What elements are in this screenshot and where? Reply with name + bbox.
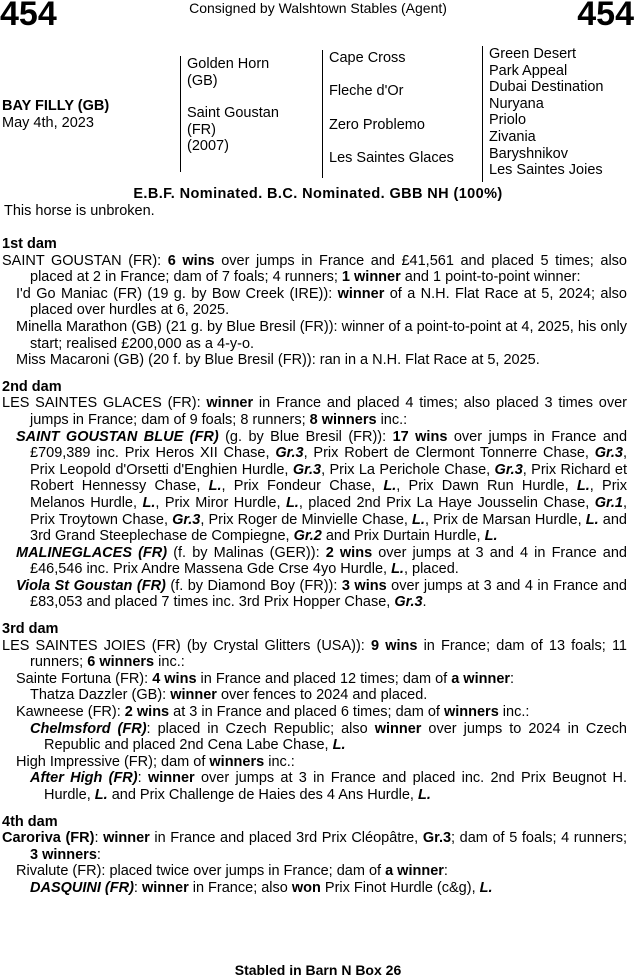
listed: L. [391, 561, 404, 578]
great-grandparent-5: Priolo [489, 112, 527, 129]
text: , Prix Fondeur Chase, [221, 478, 384, 495]
first-dam-heading: 1st dam [2, 236, 57, 252]
wins: 3 wins [341, 577, 387, 594]
text: (g. by Blue Bresil (FR)): [218, 428, 393, 445]
winner: winner [103, 830, 150, 847]
grade: Gr.3 [292, 461, 322, 478]
produce-item-viola [16, 578, 627, 611]
listed: L. [418, 787, 431, 803]
winner: winner [374, 720, 422, 737]
stabling-info: Stabled in Barn N Box 26 [234, 962, 402, 978]
won: won [291, 879, 321, 896]
sire-line-2: (GB) [187, 72, 218, 89]
listed: L. [142, 494, 156, 511]
listed: L. [332, 737, 346, 754]
text: Kawneese (FR): [16, 704, 125, 721]
text: in France; also [188, 879, 292, 896]
text: ; dam of 5 foals; 4 runners; [451, 830, 627, 847]
produce-item-thatza-dazzler [30, 687, 627, 704]
text: and Prix Durtain Hurdle, [321, 528, 485, 545]
horse-description: BAY FILLY (GB) [2, 98, 110, 114]
text: , Prix Miror Hurdle, [155, 494, 286, 511]
text: Thatza Dazzler (GB): [30, 687, 171, 704]
produce-item [16, 286, 627, 319]
grandparent-3: Zero Problemo [329, 116, 425, 133]
first-dam-text-2: and 1 point-to-point winner: [400, 269, 581, 286]
listed: L. [383, 478, 397, 495]
pedigree-great-grandparents [482, 46, 636, 182]
horse-name: Caroriva (FR) [2, 830, 95, 847]
produce-text: of a N.H. Flat Race at 5, 2024; also placed over hurdles at 6, 2025. [30, 285, 627, 319]
pedigree-grandparents [322, 50, 479, 178]
grandparent-2: Fleche d'Or [329, 83, 404, 100]
great-grandparent-6: Zivania [489, 128, 536, 145]
produce-text: Minella Marathon (GB) (21 g. by Blue Bresil (FR)): winner of a point-to-point at 4, 2025, his only start; realised £200,000 as a 4-y-o. [16, 318, 627, 352]
sire-line-1: Golden Horn [187, 56, 270, 72]
text: , placed. [403, 561, 459, 578]
listed: L. [479, 879, 493, 896]
lot-number-right: 454 [577, 0, 634, 33]
second-dam-name: LES SAINTES GLACES (FR): [2, 395, 207, 412]
great-grandparent-8: Les Saintes Joies [489, 162, 603, 179]
listed: L. [285, 494, 299, 511]
produce-item [16, 352, 627, 369]
first-dam-paragraph [2, 253, 627, 286]
horse-name: Chelmsford (FR) [30, 720, 147, 737]
lot-number-left: 454 [0, 0, 57, 33]
winner: a winner [451, 670, 511, 687]
second-dam-text-2: inc.: [376, 411, 408, 428]
wins: 17 wins [392, 428, 448, 445]
produce-win: winner [337, 285, 385, 302]
text: over fences to 2024 and placed. [216, 687, 428, 704]
text: in France and placed 12 times; dam of [196, 670, 452, 687]
text: and 3rd Grand Steeplechase de Compiegne, [30, 511, 627, 545]
produce-text: Miss Macaroni (GB) (20 f. by Blue Bresil (FR)): ran in a N.H. Flat Race at 5, 2025. [16, 352, 540, 369]
grandparent-4: Les Saintes Glaces [329, 149, 454, 166]
second-dam-text-1: in France and placed 4 times; also placed 3 times over jumps in France; dam of 9 foals; 8 runners; [30, 395, 627, 428]
text: : [510, 670, 515, 687]
great-grandparent-3: Dubai Destination [489, 79, 604, 96]
grade: Gr.3 [394, 594, 423, 611]
text: inc.: [498, 704, 530, 721]
text: : [94, 830, 104, 847]
text: over jumps in France and £709,389 inc. Prix Heros XII Chase, [30, 428, 628, 462]
text: , Prix La Perichole Chase, [321, 461, 495, 478]
winners: winners [209, 753, 265, 770]
produce-item-sainte-fortuna [16, 671, 627, 688]
great-grandparent-2: Park Appeal [489, 62, 568, 79]
first-dam-text-1: over jumps in France and £41,561 and placed 5 times; also placed at 2 in France; dam of 7 foals; 4 runners; [30, 252, 627, 286]
text: over jumps to 2024 in Czech Republic and placed 2nd Cena Labe Chase, [44, 720, 627, 754]
text: . [422, 594, 427, 611]
great-grandparent-7: Baryshnikov [489, 145, 568, 162]
status-note: This horse is unbroken. [4, 203, 155, 219]
winner: winner [170, 687, 217, 704]
text: in France and placed 3rd Prix Cléopâtre, [149, 830, 423, 847]
winners: 3 winners [30, 846, 97, 863]
winner: a winner [385, 863, 444, 880]
fourth-dam-heading: 4th dam [2, 813, 58, 830]
text: (f. by Malinas (GER)): [167, 544, 326, 561]
wins: 4 wins [152, 670, 197, 687]
produce-item-after-high [30, 770, 627, 803]
grade: Gr.3 [172, 511, 201, 528]
dam-line-1: Saint Goustan [187, 105, 279, 122]
catalogue-body [2, 236, 627, 897]
nominations-line: E.B.F. Nominated. B.C. Nominated. GBB NH (100%) [133, 186, 503, 202]
produce-item-saint-goustan-blue [16, 429, 627, 545]
produce-item-rivalute [16, 863, 627, 880]
text: : [443, 863, 448, 880]
foaling-date: May 4th, 2023 [2, 114, 94, 131]
produce-text: I'd Go Maniac (FR) (19 g. by Bow Creek (IRE)): [16, 285, 338, 302]
sire-name [187, 56, 317, 89]
text: (f. by Diamond Boy (FR)): [165, 577, 342, 594]
produce-item-malineglaces [16, 545, 627, 578]
pedigree-table [0, 46, 636, 186]
third-dam-name: LES SAINTES JOIES (FR) (by Crystal Glitters (USA)): [2, 637, 371, 654]
grade: Gr.3 [494, 461, 523, 478]
winner: winner [141, 879, 189, 896]
great-grandparent-4: Nuryana [489, 95, 544, 112]
grade: Gr.3 [594, 445, 623, 462]
winner: winner [147, 770, 195, 787]
text: : placed in Czech Republic; also [146, 720, 375, 737]
horse-name: Viola St Goustan (FR) [16, 577, 166, 594]
horse-name: After High (FR) [30, 770, 138, 787]
produce-item-dasquini [30, 880, 627, 897]
text: in France; dam of 13 foals; 11 runners; [30, 637, 627, 671]
pedigree-parents [180, 56, 317, 172]
text: , placed 2nd Prix La Haye Jousselin Chase, [298, 494, 595, 511]
text: and Prix Challenge de Haies des 4 Ans Hurdle, [107, 787, 418, 803]
first-dam-wins: 6 wins [167, 252, 215, 269]
text: inc.: [264, 753, 295, 770]
listed: L. [484, 528, 498, 545]
text: , Prix de Marsan Hurdle, [424, 511, 586, 528]
text: : [133, 879, 142, 896]
listed: L. [576, 478, 590, 495]
text: at 3 in France and placed 6 times; dam of [169, 704, 444, 721]
text: Prix Finot Hurdle (c&g), [320, 879, 480, 896]
dam-line-3: (2007) [187, 138, 229, 155]
text: , Prix Melanos Hurdle, [30, 478, 627, 511]
grandparent-1: Cape Cross [329, 50, 406, 66]
text: High Impressive (FR); dam of [16, 753, 210, 770]
text: : [137, 770, 148, 787]
grade: Gr.1 [594, 494, 623, 511]
listed: L. [585, 511, 599, 528]
great-grandparent-1: Green Desert [489, 46, 577, 62]
produce-item [16, 319, 627, 352]
third-dam-paragraph [2, 638, 627, 671]
second-dam-winners: 8 winners [309, 411, 377, 428]
fourth-dam-paragraph [2, 830, 627, 863]
second-dam-paragraph [2, 395, 627, 428]
horse-identity [2, 98, 109, 131]
produce-item-chelmsford [30, 721, 627, 754]
winners: winners [443, 704, 499, 721]
first-dam-winners: 1 winner [341, 269, 401, 286]
grade: Gr.3 [422, 830, 452, 847]
winners: 6 winners [87, 654, 155, 671]
produce-item-high-impressive [16, 754, 627, 771]
dam-name [187, 105, 317, 155]
text: : [96, 846, 101, 863]
second-dam-winner: winner [206, 395, 254, 412]
text: , Prix Robert de Clermont Tonnerre Chase, [303, 445, 595, 462]
listed: L. [208, 478, 222, 495]
wins: 2 wins [124, 704, 170, 721]
listed: L. [94, 787, 108, 803]
second-dam-heading: 2nd dam [2, 378, 62, 395]
grade: Gr.2 [293, 528, 322, 545]
first-dam-name: SAINT GOUSTAN (FR): [2, 252, 168, 269]
horse-name: DASQUINI (FR) [30, 879, 134, 896]
wins: 9 wins [370, 637, 418, 654]
wins: 2 wins [325, 544, 373, 561]
text: inc.: [154, 654, 185, 671]
text: over jumps at 3 and 4 in France and £83,053 and placed 7 times inc. 3rd Prix Hopper Chase, [30, 577, 627, 611]
produce-item-kawneese [16, 704, 627, 721]
horse-name: SAINT GOUSTAN BLUE (FR) [16, 428, 219, 445]
text: , Prix Richard et Robert Hennessy Chase, [30, 461, 627, 495]
listed: L. [412, 511, 425, 528]
grade: Gr.3 [275, 445, 304, 462]
third-dam-heading: 3rd dam [2, 621, 59, 638]
text: , Prix Dawn Run Hurdle, [396, 478, 577, 495]
dam-line-2: (FR) [187, 121, 216, 138]
text: , Prix Roger de Minvielle Chase, [200, 511, 413, 528]
text: over jumps at 3 and 4 in France and £46,546 inc. Prix Andre Massena Gde Crse 4yo Hurdle, [30, 544, 627, 578]
text: , Prix Leopold d'Orsetti d'Enghien Hurdle, [30, 445, 627, 478]
horse-name: MALINEGLACES (FR) [16, 544, 168, 561]
consignor-line: Consigned by Walshtown Stables (Agent) [189, 0, 447, 16]
text: over jumps at 3 in France and placed inc. 2nd Prix Beugnot H. Hurdle, [44, 770, 628, 803]
text: Rivalute (FR): placed twice over jumps in France; dam of [16, 863, 386, 880]
text: Sainte Fortuna (FR): [16, 670, 153, 687]
text: , Prix Troytown Chase, [30, 494, 627, 528]
